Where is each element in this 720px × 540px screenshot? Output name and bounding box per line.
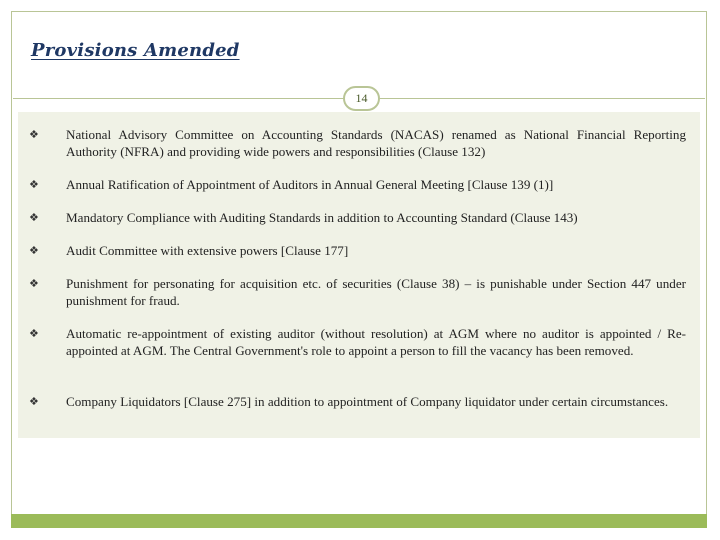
slide-title: Provisions Amended — [31, 40, 240, 61]
bullet-text: Mandatory Compliance with Auditing Standards in addition to Accounting Standard (Clause 143) — [66, 210, 578, 225]
diamond-bullet-icon: ❖ — [29, 277, 39, 290]
diamond-bullet-icon: ❖ — [29, 128, 39, 141]
diamond-bullet-icon: ❖ — [29, 211, 39, 224]
bullet-text: Punishment for personating for acquisition etc. of securities (Clause 38) – is punishable under Section 447 under punishment for fraud. — [66, 276, 686, 308]
bullet-item — [18, 176, 700, 193]
bullet-item — [18, 126, 700, 160]
bullet-text: Automatic re-appointment of existing auditor (without resolution) at AGM where no auditor is appointed / Re-appointed at AGM. The Central Government's role to appoint a person to fill the vacancy has been removed. — [66, 326, 686, 358]
bullet-item — [18, 275, 700, 309]
footer-bar — [11, 514, 707, 528]
diamond-bullet-icon: ❖ — [29, 178, 39, 191]
bullet-item — [18, 242, 700, 259]
diamond-bullet-icon: ❖ — [29, 395, 39, 408]
diamond-bullet-icon: ❖ — [29, 244, 39, 257]
page-number-badge: 14 — [343, 86, 380, 111]
bullet-text: Company Liquidators [Clause 275] in addition to appointment of Company liquidator under certain circumstances. — [66, 394, 669, 409]
diamond-bullet-icon: ❖ — [29, 327, 39, 340]
bullet-text: National Advisory Committee on Accounting Standards (NACAS) renamed as National Financial Reporting Authority (NFRA) and providing wide powers and responsibilities (Clause 132) — [66, 127, 686, 159]
bullet-item — [18, 209, 700, 226]
bullet-item — [18, 325, 700, 359]
bullet-item — [18, 393, 700, 410]
bullet-text: Audit Committee with extensive powers [Clause 177] — [66, 243, 349, 258]
content-panel — [18, 112, 700, 438]
bullet-text: Annual Ratification of Appointment of Auditors in Annual General Meeting [Clause 139 (1)] — [66, 177, 554, 192]
